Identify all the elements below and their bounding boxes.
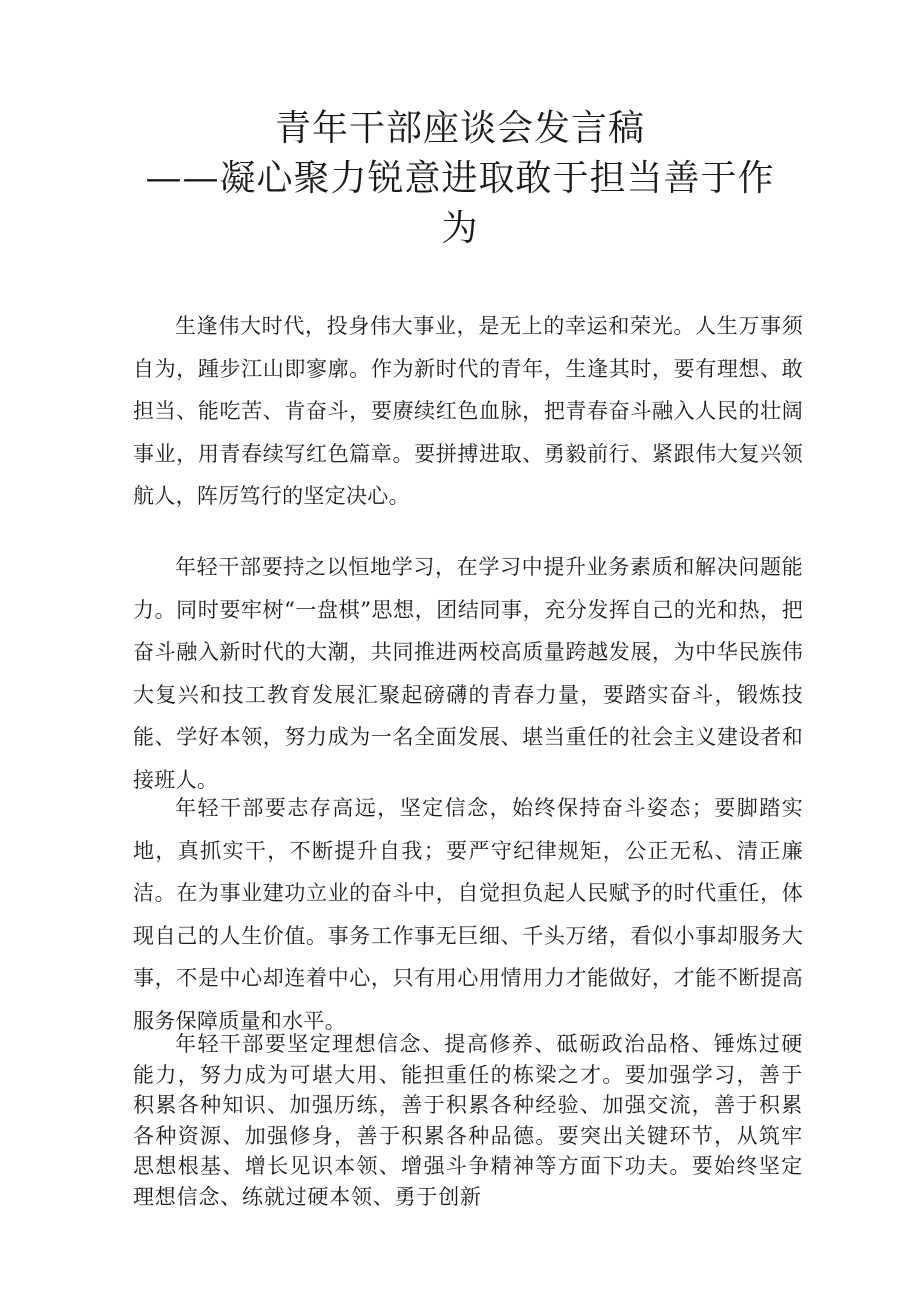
paragraph-2: 年轻干部要持之以恒地学习，在学习中提升业务素质和解决问题能力。同时要牢树“一盘棋”思想，团结同事，充分发挥自己的光和热，把奋斗融入新时代的大潮，共同推进两校高质量跨越发展，为中华民族伟大复兴和技工教育发展汇聚起磅礴的青春力量，要踏实奋斗，锻炼技能、学好本领，努力成为一名全面发展、堪当重任的社会主义建设者和接班人。 bbox=[133, 555, 803, 792]
paragraph-4: 年轻干部要坚定理想信念、提高修养、砥砺政治品格、锤炼过硬能力，努力成为可堪大用、能担重任的栋梁之才。要加强学习，善于积累各种知识、加强历练，善于积累各种经验、加强交流，善于积累各种资源、加强修身，善于积累各种品德。要突出关键环节，从筑牢思想根基、增长见识本领、增强斗争精神等方面下功夫。要始终坚定理想信念、练就过硬本领、勇于创新 bbox=[133, 1032, 803, 1209]
document-title bbox=[120, 104, 800, 254]
title-line-2: ——凝心聚力锐意进取敢于担当善于作 bbox=[145, 158, 775, 199]
title-line-1: 青年干部座谈会发言稿 bbox=[274, 108, 645, 149]
title-line-3: 为 bbox=[441, 208, 479, 249]
paragraph-3: 年轻干部要志存高远，坚定信念，始终保持奋斗姿态；要脚踏实地，真抓实干，不断提升自我；要严守纪律规矩，公正无私、清正廉洁。在为事业建功立业的奋斗中，自觉担负起人民赋予的时代重任，体现自己的人生价值。事务工作事无巨细、千头万绪，看似小事却服务大事，不是中心却连着中心，只有用心用情用力才能做好，才能不断提高服务保障质量和水平。 bbox=[133, 796, 803, 1033]
paragraph-1: 生逢伟大时代，投身伟大事业，是无上的幸运和荣光。人生万事须自为，踵步江山即寥廓。作为新时代的青年，生逢其时，要有理想、敢担当、能吃苦、肯奋斗，要赓续红色血脉，把青春奋斗融入人民的壮阔事业，用青春续写红色篇章。要拼搏进取、勇毅前行、紧跟伟大复兴领航人，阵厉笃行的坚定决心。 bbox=[133, 314, 803, 508]
